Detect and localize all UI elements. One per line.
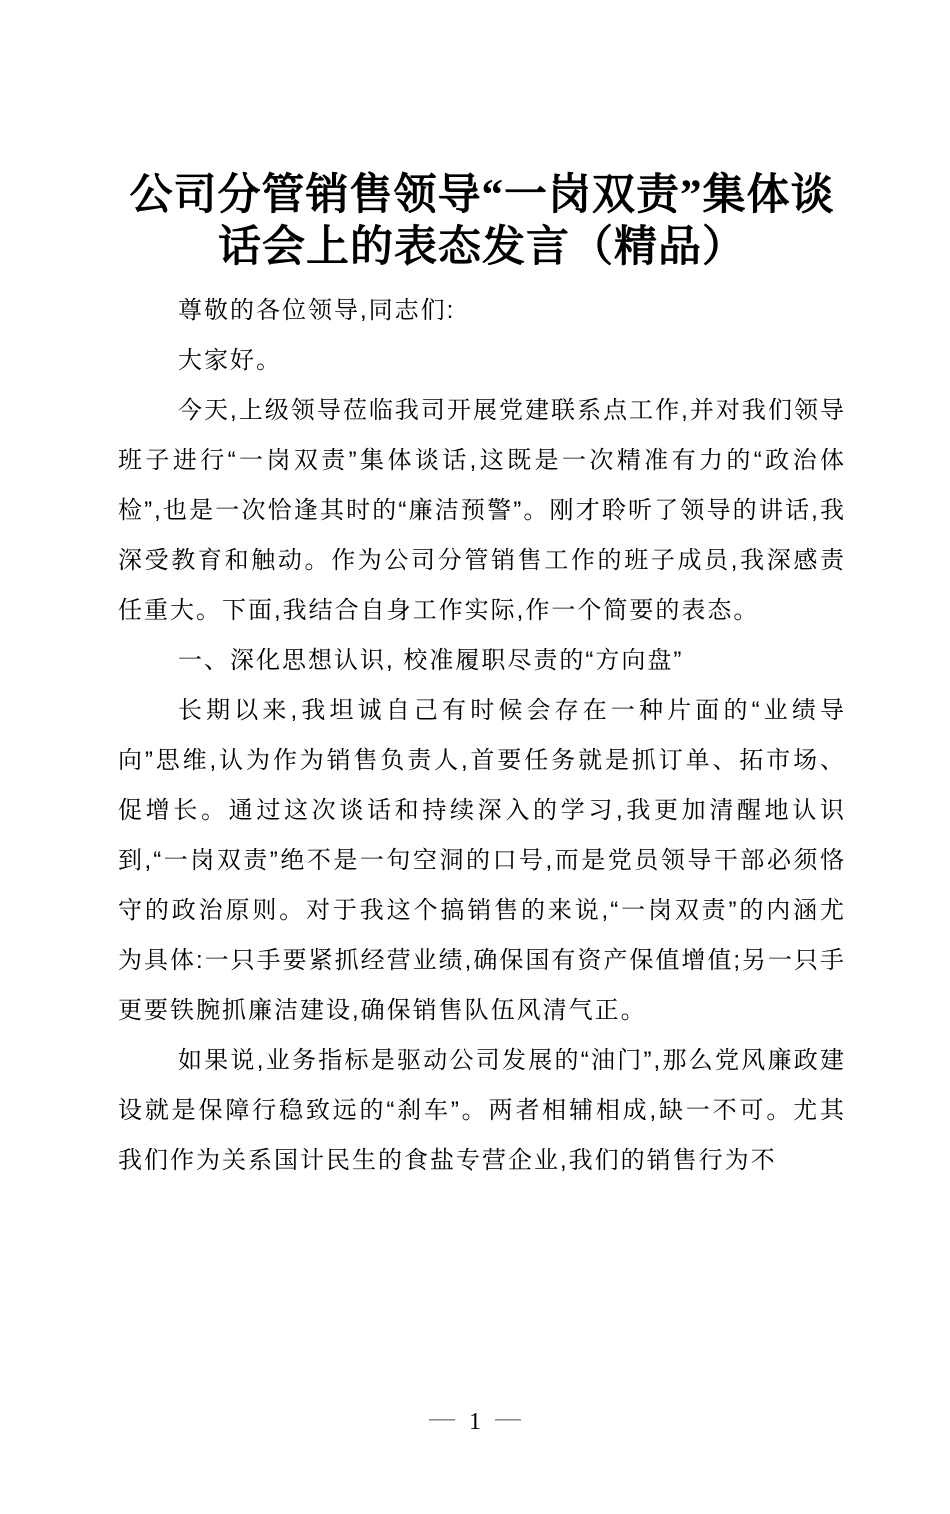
paragraph-greeting: 大家好。 <box>178 347 282 374</box>
document-title <box>118 170 846 274</box>
title-line-1: 公司分管销售领导“一岗双责”集体谈 <box>129 172 835 219</box>
page-footer <box>0 1403 950 1437</box>
title-line-2: 话会上的表态发言（精品） <box>218 224 746 271</box>
footer-dash-right: — <box>495 1403 521 1432</box>
paragraph-intro: 今天,上级领导莅临我司开展党建联系点工作,并对我们领导班子进行“一岗双责”集体谈话,这既是一次精准有力的“政治体检”,也是一次恰逢其时的“廉洁预警”。刚才聆听了领导的讲话,我深受教育和触动。作为公司分管销售工作的班子成员,我深感责任重大。下面,我结合自身工作实际,作一个简要的表态。 <box>118 397 846 624</box>
paragraph-section1-body-2: 如果说,业务指标是驱动公司发展的“油门”,那么党风廉政建设就是保障行稳致远的“刹车”。两者相辅相成,缺一不可。尤其我们作为关系国计民生的食盐专营企业,我们的销售行为不 <box>118 1047 846 1174</box>
section-heading-1: 一、深化思想认识, 校准履职尽责的“方向盘” <box>178 647 684 674</box>
document-page <box>0 170 950 1435</box>
paragraph-section1-body: 长期以来,我坦诚自己有时候会存在一种片面的“业绩导向”思维,认为作为销售负责人,首要任务就是抓订单、拓市场、促增长。通过这次谈话和持续深入的学习,我更加清醒地认识到,“一岗双责”绝不是一句空洞的口号,而是党员领导干部必须恪守的政治原则。对于我这个搞销售的来说,“一岗双责”的内涵尤为具体:一只手要紧抓经营业绩,确保国有资产保值增值;另一只手更要铁腕抓廉洁建设,确保销售队伍风清气正。 <box>118 697 847 1024</box>
footer-dash-left: — <box>429 1403 455 1432</box>
paragraph-salutation: 尊敬的各位领导,同志们: <box>178 297 456 324</box>
page-number: 1 <box>469 1409 481 1435</box>
document-body <box>118 286 846 1186</box>
